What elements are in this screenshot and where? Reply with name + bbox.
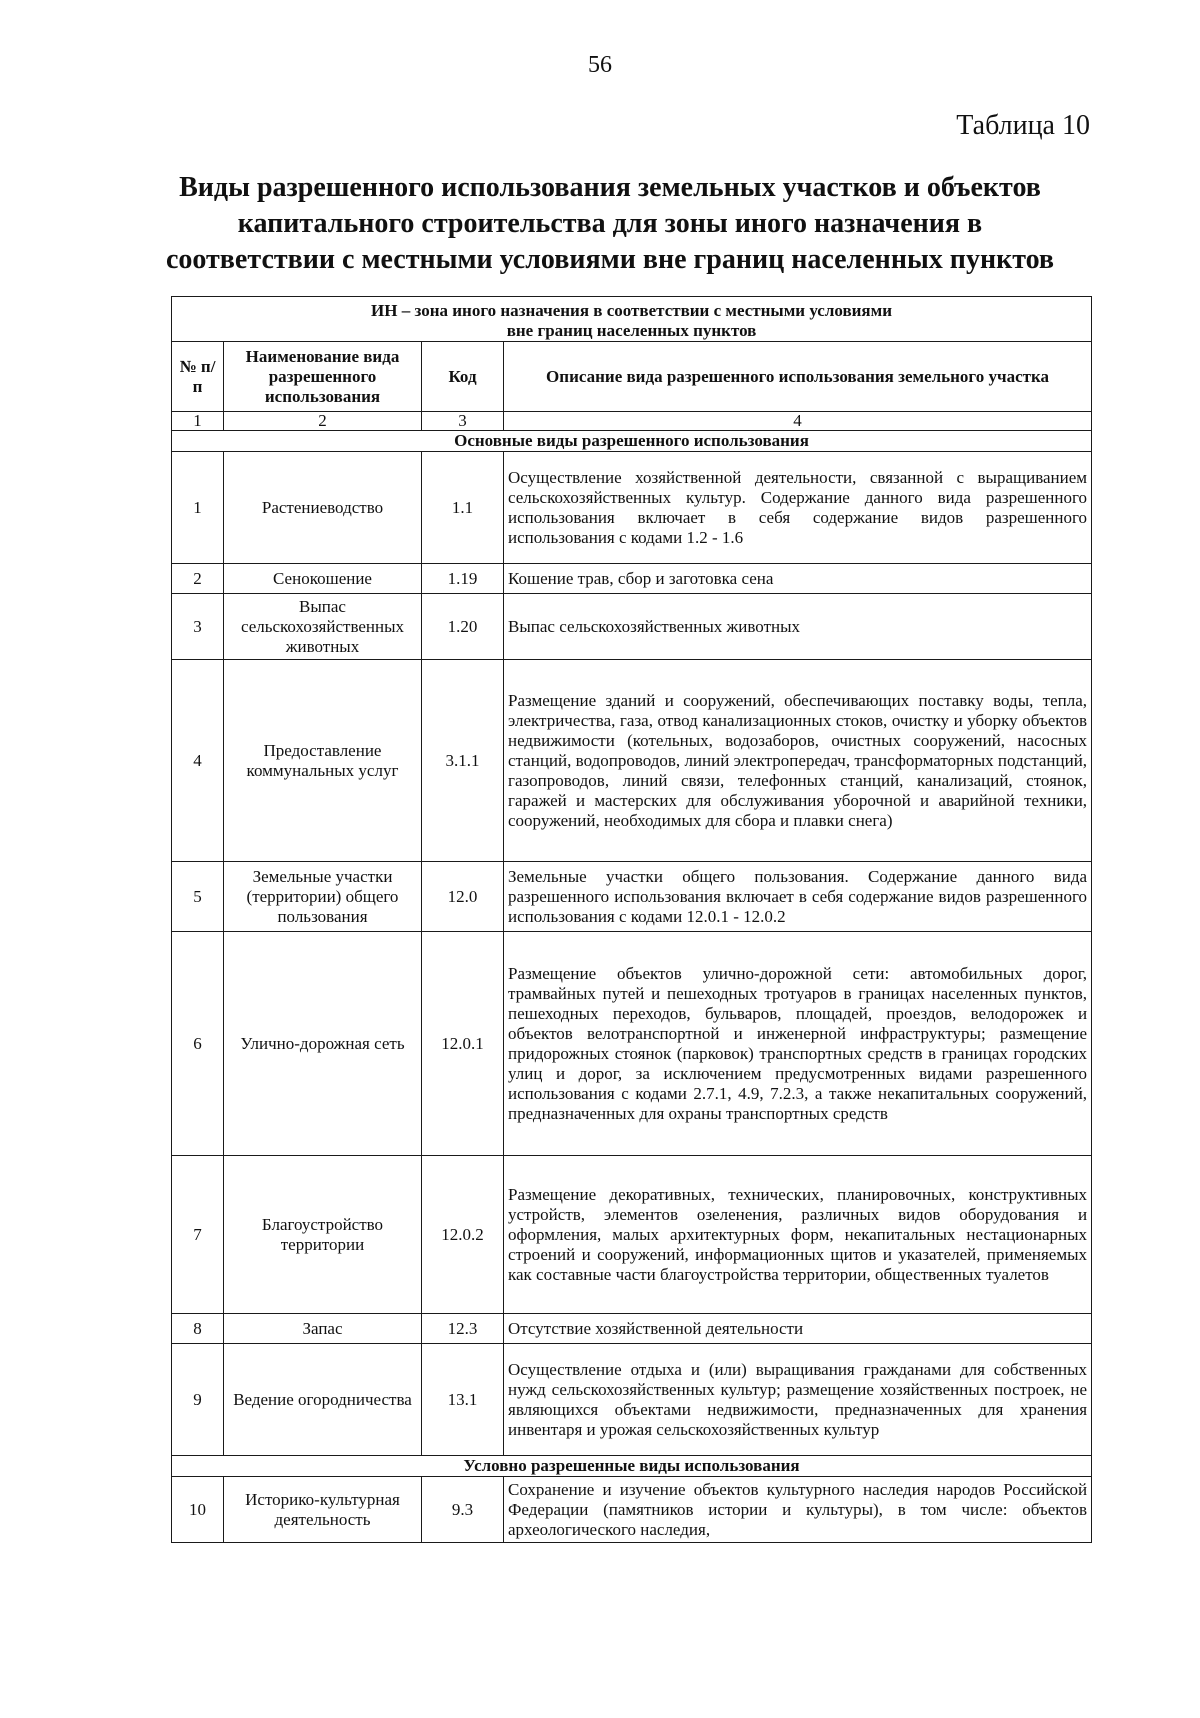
row-code: 13.1: [422, 1344, 504, 1456]
row-num: 2: [172, 564, 224, 594]
row-desc: Размещение декоративных, технических, планировочных, конструктивных устройств, элементов озеленения, различных видов оборудования и оформления, малых архитектурных форм, некапитальных нестационарных строений и сооружений, информационных щитов и указателей, применяемых как составные части благоустройства территории, общественных туалетов: [504, 1156, 1092, 1314]
row-code: 9.3: [422, 1477, 504, 1543]
row-name: Ведение огородничества: [224, 1344, 422, 1456]
row-code: 12.0.2: [422, 1156, 504, 1314]
column-number: 3: [422, 412, 504, 431]
document-title: Виды разрешенного использования земельных участков и объектов капитального строительства для зоны иного назначения в соответствии с местными условиями вне границ населенных пунктов: [165, 172, 1055, 275]
table-row: [172, 564, 1092, 594]
table-row: [172, 862, 1092, 932]
row-desc: Сохранение и изучение объектов культурного наследия народов Российской Федерации (памятников истории и культуры), в том числе: объектов археологического наследия,: [504, 1477, 1092, 1543]
row-desc: Осуществление хозяйственной деятельности, связанной с выращиванием сельскохозяйственных культур. Содержание данного вида разрешенного использования включает в себя содержание видов разрешенного использования с кодами 1.2 - 1.6: [504, 452, 1092, 564]
column-number: 1: [172, 412, 224, 431]
column-header-num: № п/п: [172, 342, 224, 412]
column-header-desc: Описание вида разрешенного использования земельного участка: [504, 342, 1092, 412]
row-name: Благоустройство территории: [224, 1156, 422, 1314]
section-row-main: [172, 431, 1092, 452]
page-number: 56: [588, 52, 612, 78]
zone-header-line2: вне границ населенных пунктов: [506, 321, 757, 340]
row-name: Земельные участки (территории) общего пользования: [224, 862, 422, 932]
row-code: 1.20: [422, 594, 504, 660]
row-desc: Осуществление отдыха и (или) выращивания гражданами для собственных нужд сельскохозяйственных культур; размещение хозяйственных построек, не являющихся объектами недвижимости, предназначенных для хранения инвентаря и урожая сельскохозяйственных культур: [504, 1344, 1092, 1456]
row-name: Улично-дорожная сеть: [224, 932, 422, 1156]
table-row: [172, 1477, 1092, 1543]
row-desc: Выпас сельскохозяйственных животных: [504, 594, 1092, 660]
column-number: 4: [504, 412, 1092, 431]
row-num: 9: [172, 1344, 224, 1456]
row-name: Предоставление коммунальных услуг: [224, 660, 422, 862]
row-desc: Отсутствие хозяйственной деятельности: [504, 1314, 1092, 1344]
row-desc: Земельные участки общего пользования. Содержание данного вида разрешенного использования включает в себя содержание видов разрешенного использования с кодами 12.0.1 - 12.0.2: [504, 862, 1092, 932]
row-name: Выпас сельскохозяйственных животных: [224, 594, 422, 660]
column-header-row: [172, 342, 1092, 412]
row-num: 7: [172, 1156, 224, 1314]
zone-header-row: [172, 297, 1092, 342]
row-code: 12.0.1: [422, 932, 504, 1156]
row-num: 1: [172, 452, 224, 564]
row-num: 3: [172, 594, 224, 660]
section-row-conditional: [172, 1456, 1092, 1477]
row-name: Растениеводство: [224, 452, 422, 564]
section-title-conditional: Условно разрешенные виды использования: [172, 1456, 1092, 1477]
table-row: [172, 932, 1092, 1156]
column-number-row: [172, 412, 1092, 431]
row-code: 1.19: [422, 564, 504, 594]
row-name: Запас: [224, 1314, 422, 1344]
row-num: 8: [172, 1314, 224, 1344]
row-name: Историко-культурная деятельность: [224, 1477, 422, 1543]
table-row: [172, 1344, 1092, 1456]
row-code: 1.1: [422, 452, 504, 564]
column-number: 2: [224, 412, 422, 431]
table-row: [172, 452, 1092, 564]
row-code: 12.3: [422, 1314, 504, 1344]
table-row: [172, 1156, 1092, 1314]
row-name: Сенокошение: [224, 564, 422, 594]
table-label: Таблица 10: [956, 110, 1090, 141]
column-header-name: Наименование вида разрешенного использования: [224, 342, 422, 412]
column-header-code: Код: [422, 342, 504, 412]
row-num: 5: [172, 862, 224, 932]
row-desc: Размещение зданий и сооружений, обеспечивающих поставку воды, тепла, электричества, газа, отвод канализационных стоков, очистку и уборку объектов недвижимости (котельных, водозаборов, очистных сооружений, насосных станций, водопроводов, линий электропередач, трансформаторных подстанций, газопроводов, линий связи, телефонных станций, канализаций, стоянок, гаражей и мастерских для обслуживания уборочной и аварийной техники, сооружений, необходимых для сбора и плавки снега): [504, 660, 1092, 862]
zone-header-cell: [172, 297, 1092, 342]
row-code: 3.1.1: [422, 660, 504, 862]
table-row: [172, 594, 1092, 660]
row-desc: Кошение трав, сбор и заготовка сена: [504, 564, 1092, 594]
section-title-main: Основные виды разрешенного использования: [172, 431, 1092, 452]
row-num: 10: [172, 1477, 224, 1543]
row-code: 12.0: [422, 862, 504, 932]
row-num: 6: [172, 932, 224, 1156]
row-desc: Размещение объектов улично-дорожной сети: автомобильных дорог, трамвайных путей и пешеходных тротуаров в границах населенных пунктов, пешеходных переходов, бульваров, площадей, проездов, велодорожек и объектов велотранспортной и инженерной инфраструктуры; размещение придорожных стоянок (парковок) транспортных средств в границах городских улиц и дорог, за исключением предусмотренных видами разрешенного использования с кодами 2.7.1, 4.9, 7.2.3, а также некапитальных сооружений, предназначенных для охраны транспортных средств: [504, 932, 1092, 1156]
table-row: [172, 660, 1092, 862]
zone-header-line1: ИН – зона иного назначения в соответствии с местными условиями: [371, 301, 893, 320]
table-row: [172, 1314, 1092, 1344]
row-num: 4: [172, 660, 224, 862]
land-use-table: [171, 296, 1092, 1543]
